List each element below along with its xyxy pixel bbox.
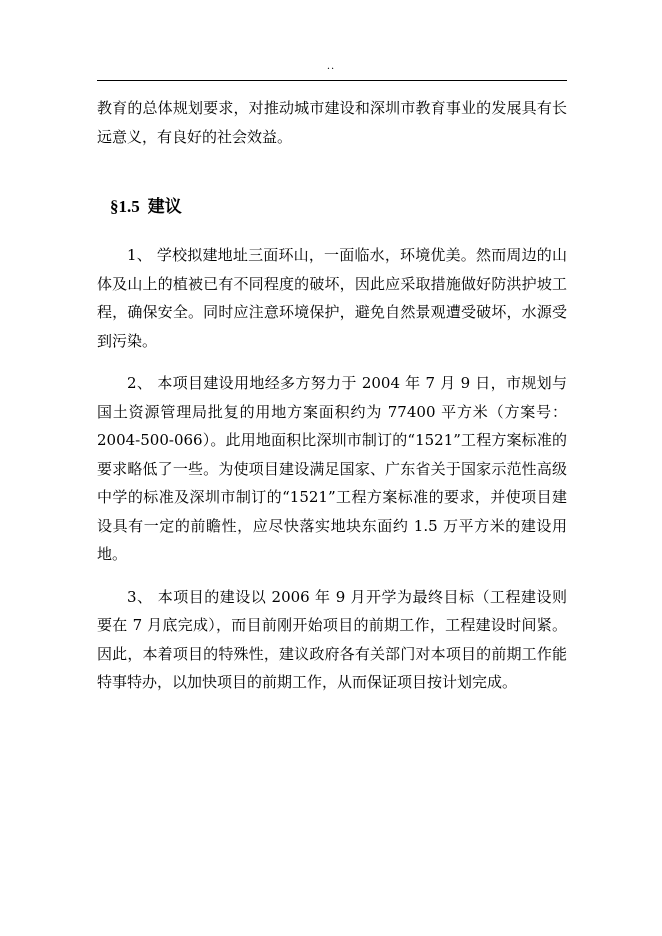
section-title: 建议 — [147, 197, 182, 217]
recommendation-item-1: 1、 学校拟建地址三面环山，一面临水，环境优美。然而周边的山体及山上的植被已有不同程度的破坏，因此应采取措施做好防洪护坡工程，确保安全。同时应注意环境保护，避免自然景观遭受破坏，水源受到污染。 — [97, 246, 567, 350]
intro-paragraph: 教育的总体规划要求，对推动城市建设和深圳市教育事业的发展具有长远意义，有良好的社会效益。 — [97, 99, 567, 146]
header-divider — [97, 80, 567, 81]
recommendation-item-2: 2、 本项目建设用地经多方努力于 2004 年 7 月 9 日，市规划与国土资源管理局批复的用地方案面积约为 77400 平方米（方案号：2004-500-066）。此用地面积比深圳市制订的“1521”工程方案标准的要求略低了一些。为使项目建设满足国家、广东省关于国家示范性高级中学的标准及深圳市制订的“1521”工程方案标准的要求，并使项目建设具有一定的前瞻性，应尽快落实地块东面约 1.5 万平方米的建设用地。 — [97, 374, 567, 563]
recommendation-item-3: 3、 本项目的建设以 2006 年 9 月开学为最终目标（工程建设则要在 7 月底完成），而目前刚开始项目的前期工作，工程建设时间紧。因此，本着项目的特殊性，建议政府各有关部门对本项目的前期工作能特事特办，以加快项目的前期工作，从而保证项目按计划完成。 — [97, 587, 567, 691]
page-header-mark: .. — [326, 61, 336, 72]
section-number: §1.5 — [110, 197, 140, 216]
section-heading — [110, 193, 567, 221]
document-body — [97, 94, 567, 711]
